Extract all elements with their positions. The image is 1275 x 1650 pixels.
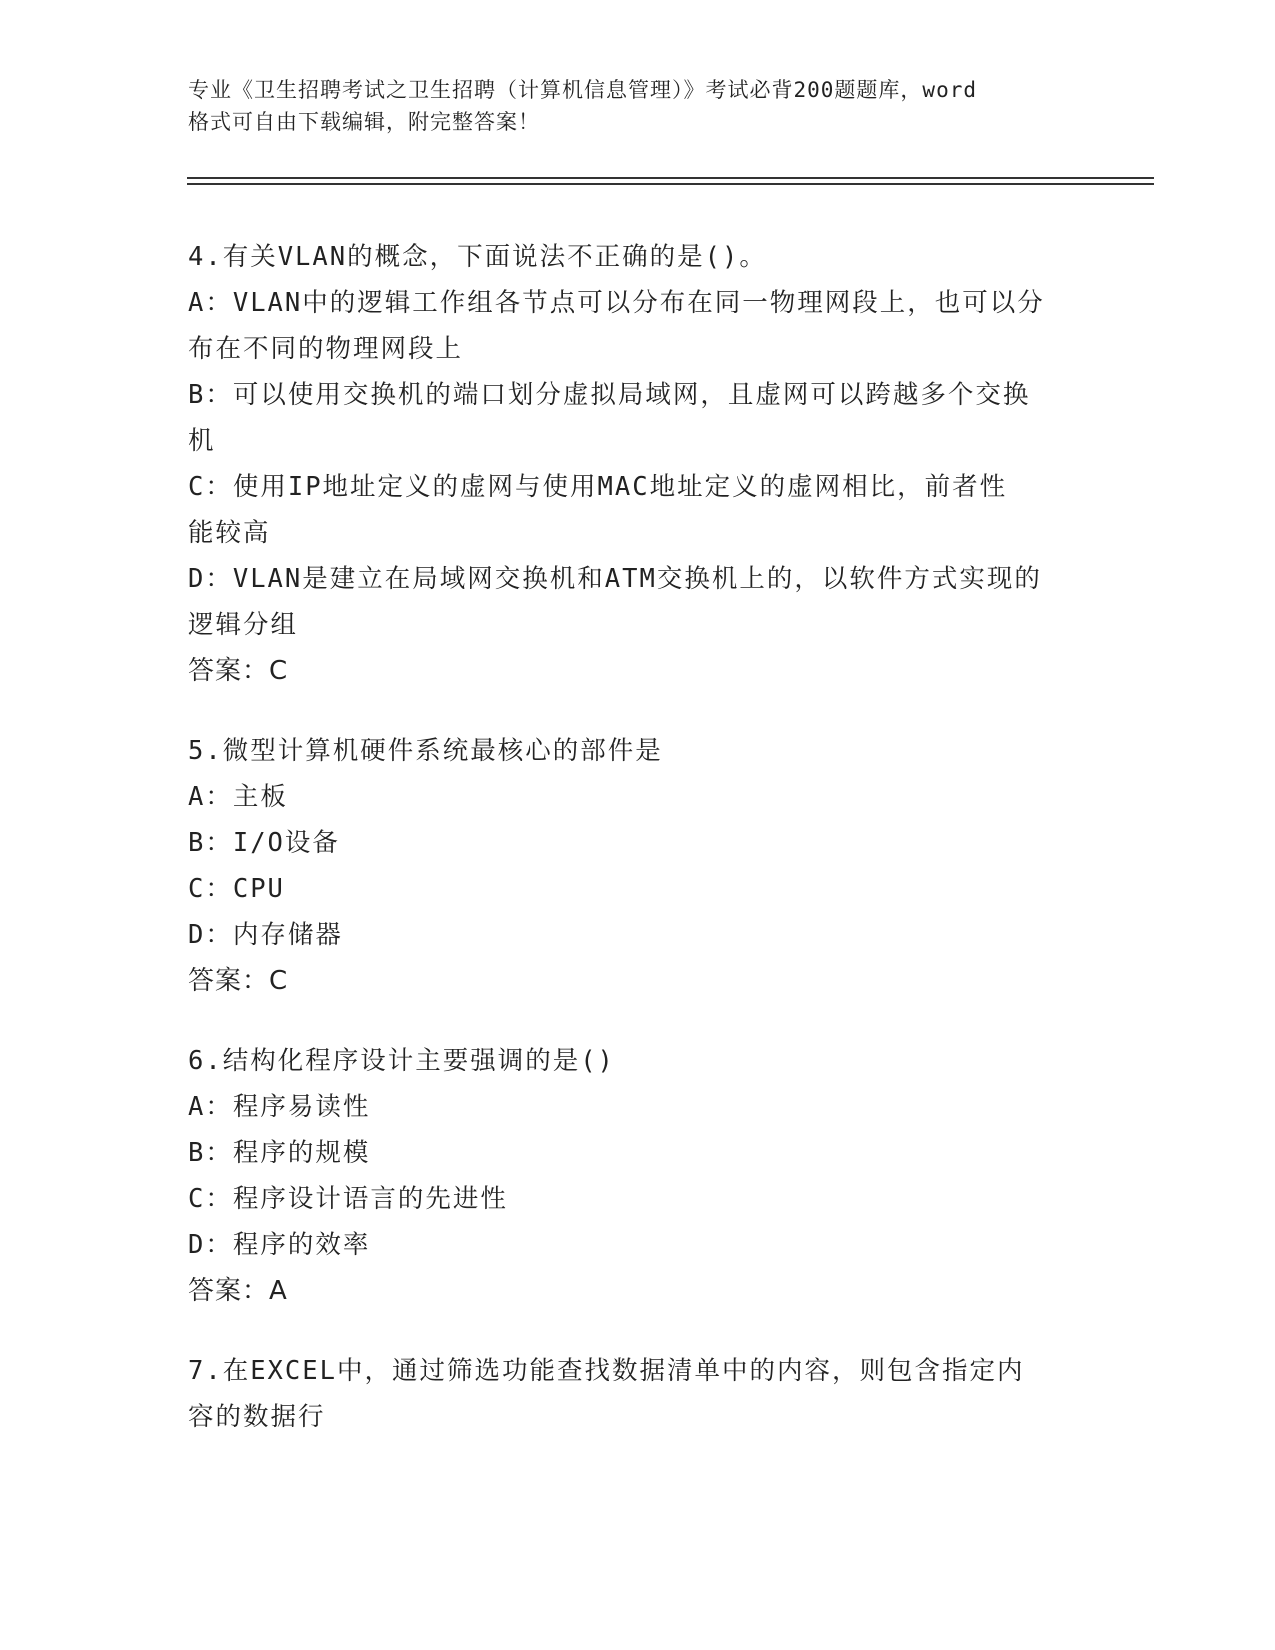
header-divider-bottom — [187, 183, 1154, 185]
option-a-continued: 布在不同的物理网段上 — [188, 334, 464, 364]
option-c: C：使用IP地址定义的虚网与使用MAC地址定义的虚网相比，前者性 — [188, 472, 1008, 502]
option-c: C：程序设计语言的先进性 — [188, 1184, 508, 1214]
question-stem: 7.在EXCEL中，通过筛选功能查找数据清单中的内容，则包含指定内 — [188, 1356, 1025, 1386]
header-title-line-1: 专业《卫生招聘考试之卫生招聘（计算机信息管理）》考试必背200题题库，word — [188, 78, 977, 102]
question-stem-continued: 容的数据行 — [188, 1402, 326, 1432]
question-7 — [188, 1348, 1088, 1440]
option-d-continued: 逻辑分组 — [188, 610, 299, 640]
option-b: B：可以使用交换机的端口划分虚拟局域网，且虚网可以跨越多个交换 — [188, 380, 1031, 410]
option-d: D：内存储器 — [188, 920, 343, 950]
question-stem: 4.有关VLAN的概念，下面说法不正确的是()。 — [188, 242, 767, 272]
option-c: C：CPU — [188, 874, 285, 904]
option-a: A：VLAN中的逻辑工作组各节点可以分布在同一物理网段上，也可以分 — [188, 288, 1045, 318]
option-d: D：程序的效率 — [188, 1230, 371, 1260]
document-header — [188, 74, 1088, 138]
answer-line: 答案：A — [188, 1276, 288, 1306]
header-title-line-2: 格式可自由下载编辑，附完整答案！ — [188, 110, 540, 134]
option-b-continued: 机 — [188, 426, 216, 456]
question-list — [188, 234, 1088, 1474]
header-divider-top — [187, 177, 1154, 179]
answer-line: 答案：C — [188, 656, 289, 686]
question-5 — [188, 728, 1088, 1004]
question-6 — [188, 1038, 1088, 1314]
option-d: D：VLAN是建立在局域网交换机和ATM交换机上的，以软件方式实现的 — [188, 564, 1042, 594]
question-stem: 6.结构化程序设计主要强调的是() — [188, 1046, 615, 1076]
question-stem: 5.微型计算机硬件系统最核心的部件是 — [188, 736, 663, 766]
option-a: A：主板 — [188, 782, 288, 812]
answer-line: 答案：C — [188, 966, 289, 996]
option-a: A：程序易读性 — [188, 1092, 371, 1122]
option-b: B：I/O设备 — [188, 828, 340, 858]
option-b: B：程序的规模 — [188, 1138, 371, 1168]
option-c-continued: 能较高 — [188, 518, 271, 548]
question-4 — [188, 234, 1088, 694]
